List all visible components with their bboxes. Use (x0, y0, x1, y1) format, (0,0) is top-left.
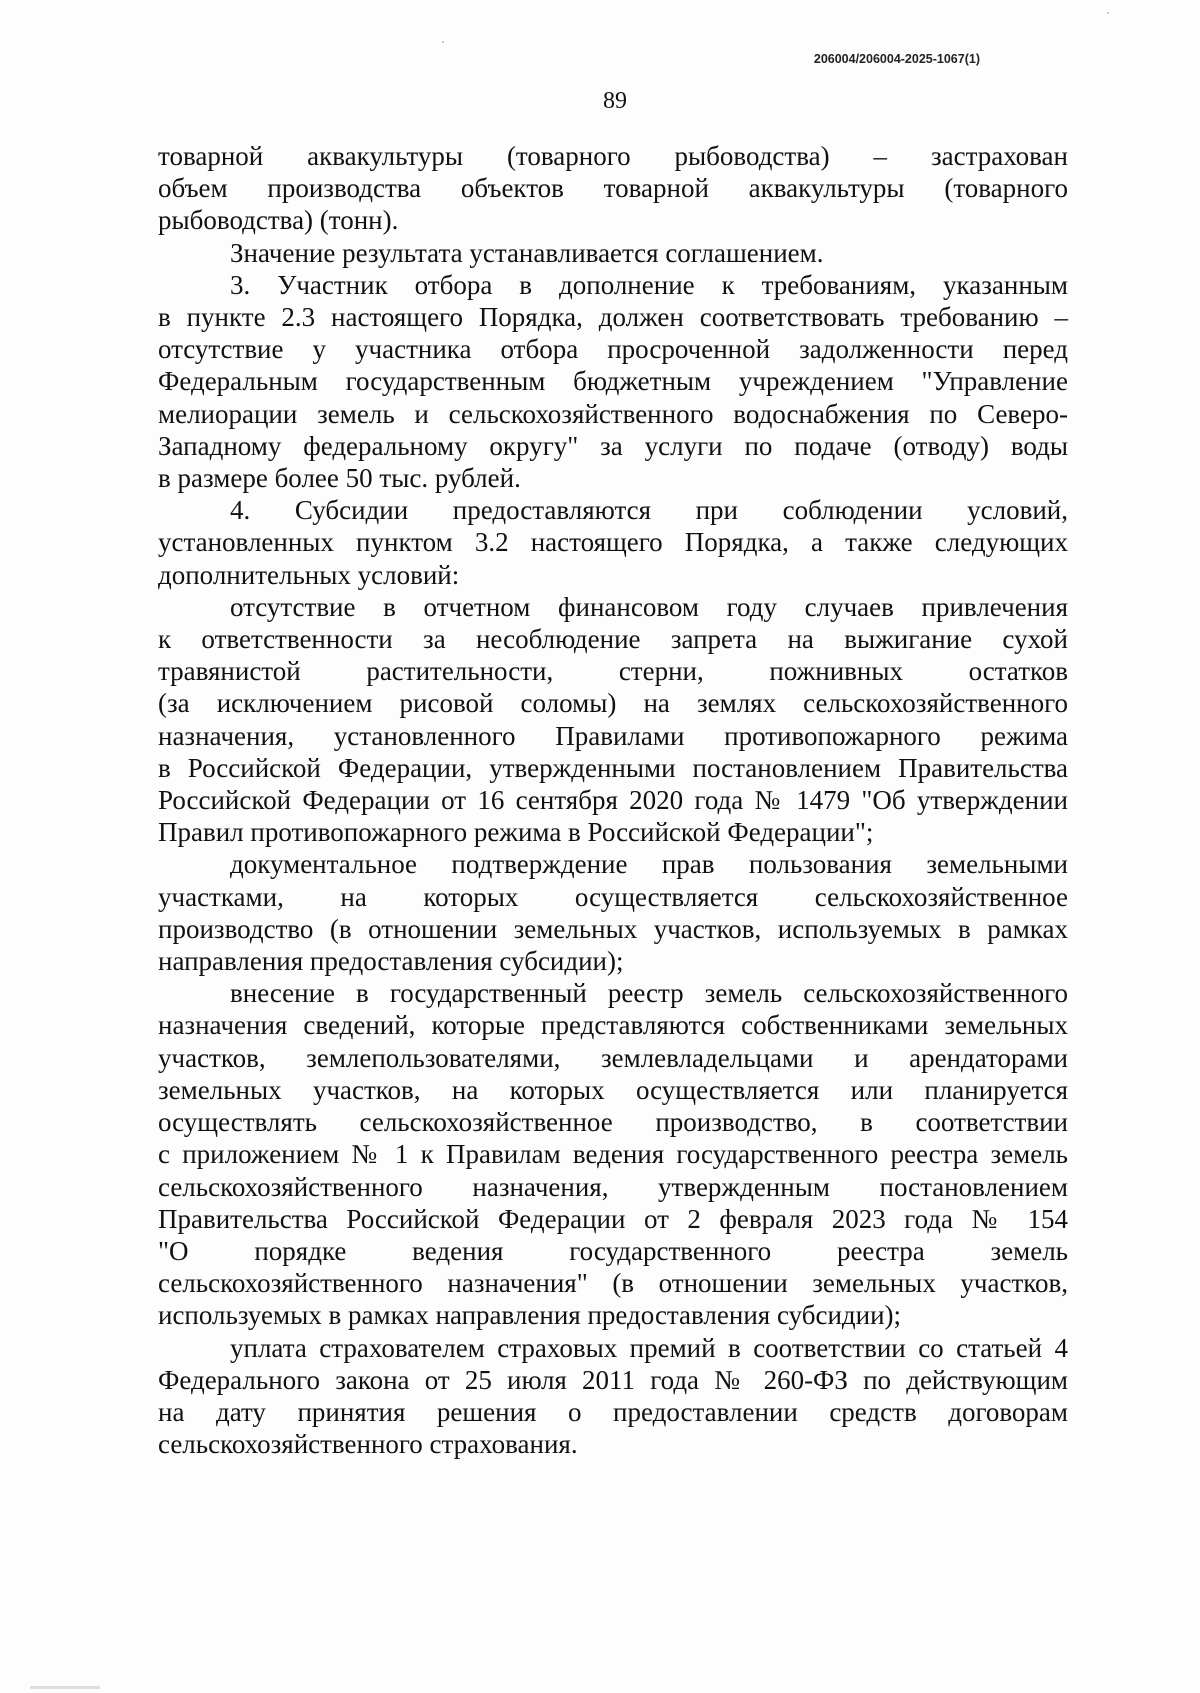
text-line: Значение результата устанавливается соглашением. (230, 237, 824, 268)
text-line: Федеральным государственным бюджетным учреждением "Управление (158, 366, 1068, 397)
text-line: Российской Федерации от 16 сентября 2020 года № 1479 "Об утверждении (158, 785, 1068, 816)
text-line: внесение в государственный реестр земель сельскохозяйственного (230, 978, 1068, 1009)
text-line: сельскохозяйственного назначения" (в отношении земельных участков, (158, 1268, 1068, 1299)
paragraph (158, 591, 1068, 849)
paragraph (158, 494, 1068, 591)
text-line: Западному федеральному округу" за услуги по подаче (отводу) воды (158, 430, 1068, 461)
paragraph (158, 1332, 1068, 1461)
text-line: установленных пунктом 3.2 настоящего Порядка, а также следующих (158, 527, 1068, 558)
text-line: участков, землепользователями, землевладельцами и арендаторами (158, 1042, 1068, 1073)
page-number: 89 (603, 88, 627, 114)
text-line: земельных участков, на которых осуществляется или планируется (158, 1074, 1068, 1105)
text-line: сельскохозяйственного назначения, утвержденным постановлением (158, 1171, 1068, 1202)
scan-speck (442, 41, 444, 43)
paragraph (158, 848, 1068, 977)
text-line: уплата страхователем страховых премий в соответствии со статьей 4 (230, 1332, 1068, 1363)
text-line: рыбоводства) (тонн). (158, 205, 399, 236)
text-line: товарной аквакультуры (товарного рыбоводства) – застрахован (158, 141, 1068, 171)
paragraph (158, 237, 1068, 269)
paragraph (158, 269, 1068, 494)
text-line: 4. Субсидии предоставляются при соблюдении условий, (230, 495, 1068, 526)
text-line: в пункте 2.3 настоящего Порядка, должен соответствовать требованию – (158, 302, 1068, 333)
text-line: документальное подтверждение прав пользования земельными (230, 849, 1068, 880)
text-line: участками, на которых осуществляется сельскохозяйственное (158, 881, 1068, 912)
text-line: назначения сведений, которые представляются собственниками земельных (158, 1010, 1068, 1041)
scan-speck (1107, 12, 1109, 14)
text-line: направления предоставления субсидии); (158, 946, 624, 977)
text-line: травянистой растительности, стерни, пожнивных остатков (158, 656, 1068, 687)
text-line: осуществлять сельскохозяйственное производство, в соответствии (158, 1107, 1068, 1138)
document-id: 206004/206004-2025-1067(1) (813, 52, 980, 66)
text-line: назначения, установленного Правилами противопожарного режима (158, 720, 1068, 751)
text-line: сельскохозяйственного страхования. (158, 1429, 578, 1460)
paragraph (158, 140, 1068, 237)
text-line: Федерального закона от 25 июля 2011 года № 260-ФЗ по действующим (158, 1364, 1068, 1395)
text-line: с приложением № 1 к Правилам ведения государственного реестра земель (158, 1139, 1068, 1170)
text-line: отсутствие у участника отбора просроченной задолженности перед (158, 334, 1068, 365)
scan-speck (30, 1686, 100, 1689)
text-line: "О порядке ведения государственного реестра земель (158, 1235, 1068, 1266)
text-line: Правительства Российской Федерации от 2 февраля 2023 года № 154 (158, 1203, 1068, 1234)
text-line: дополнительных условий: (158, 559, 460, 590)
paragraph (158, 977, 1068, 1331)
text-line: к ответственности за несоблюдение запрета на выжигание сухой (158, 624, 1068, 655)
text-line: в Российской Федерации, утвержденными постановлением Правительства (158, 752, 1068, 783)
text-line: (за исключением рисовой соломы) на землях сельскохозяйственного (158, 688, 1068, 719)
document-body (158, 140, 1068, 1460)
text-line: отсутствие в отчетном финансовом году случаев привлечения (230, 591, 1068, 622)
text-line: объем производства объектов товарной аквакультуры (товарного (158, 173, 1068, 204)
text-line: производство (в отношении земельных участков, используемых в рамках (158, 913, 1068, 944)
text-line: 3. Участник отбора в дополнение к требованиям, указанным (230, 269, 1068, 300)
text-line: на дату принятия решения о предоставлении средств договорам (158, 1396, 1068, 1427)
text-line: Правил противопожарного режима в Российской Федерации"; (158, 817, 874, 848)
text-line: в размере более 50 тыс. рублей. (158, 463, 521, 494)
text-line: мелиорации земель и сельскохозяйственного водоснабжения по Северо- (158, 398, 1068, 429)
text-line: используемых в рамках направления предоставления субсидии); (158, 1300, 902, 1331)
